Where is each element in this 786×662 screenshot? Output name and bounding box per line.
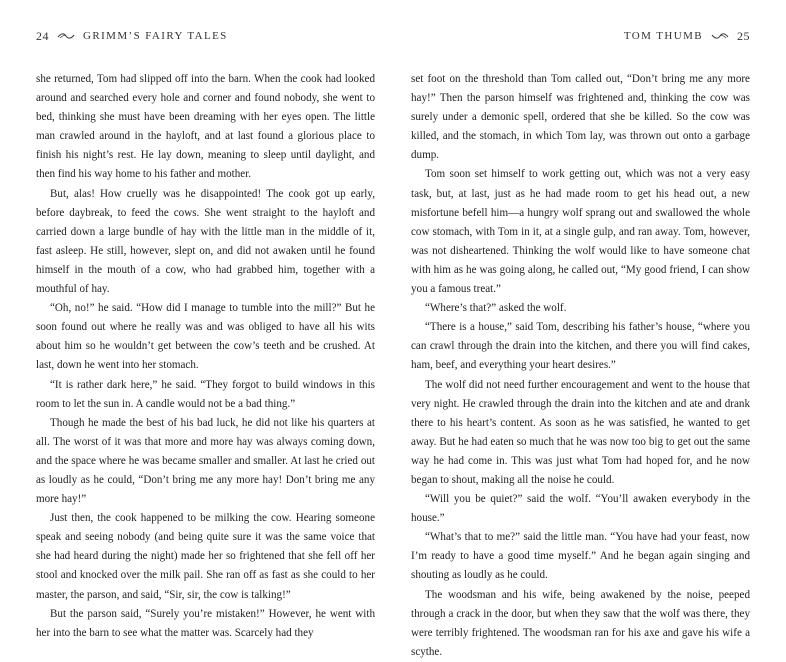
paragraph: Just then, the cook happened to be milking the cow. Hearing someone speak and seeing nobody (and being quite sure it was the same voice that she had heard during the night) made her so frightened that she fell off her stool and knocked over the milk pail. She ran off as fast as she could to her master, the parson, and said, “Sir, sir, the cow is talking!” [36,512,375,601]
paragraph: But, alas! How cruelly was he disappointed! The cook got up early, before daybreak, to feed the cows. She went straight to the hayloft and carried down a large bundle of hay with the little man in the middle of it, fast asleep. He still, however, slept on, and did not awaken until he found himself in the mouth of a cow, who had grabbed him, together with a mouthful of hay. [36,187,375,296]
paragraph: “Where’s that?” asked the wolf. [425,302,567,315]
paragraph: But the parson said, “Surely you’re mistaken!” However, he went with her into the barn to see what the matter was. Scarcely had they [36,607,375,639]
paragraph: “What’s that to me?” said the little man. “You have had your feast, now I’m ready to have a good time myself.” And he began again singing and shouting as loudly as he could. [411,531,750,582]
left-page [0,0,393,639]
right-page-number: 25 [737,28,750,43]
paragraph: she returned, Tom had slipped off into the barn. When the cook had looked around and searched every hole and corner and found nobody, she went to bed, thinking she must have been dreaming with her eyes open. The little man crawled around in the hayloft, and at last found a glorious place to finish his night’s rest. He lay down, meaning to sleep until daylight, and then find his way home to his father and mother. [36,73,375,181]
right-page-body [411,70,750,662]
swash-ornament-icon [711,32,729,40]
left-running-title: GRIMM’S FAIRY TALES [83,30,228,42]
paragraph: “There is a house,” said Tom, describing his father’s house, “where you can crawl through the drain into the kitchen, and there you will find cakes, ham, beef, and everything your heart desires.” [411,321,750,372]
paragraph: Though he made the best of his bad luck, he did not like his quarters at all. The worst of it was that more and more hay was always coming down, and the space where he was became smaller and smaller. At last he cried out as loudly as he could, “Don’t bring me any more hay! Don’t bring me any more hay!” [36,416,375,506]
paragraph: The woodsman and his wife, being awakened by the noise, peeped through a crack in the door, but when they saw that the wolf was there, they were terribly frightened. The woodsman ran for his axe and gave his wife a scythe. [411,588,750,658]
paragraph: Tom soon set himself to work getting out, which was not a very easy task, but, at last, just as he had made room to get his head out, a new misfortune befell him—a hungry wolf sprang out and swallowed the whole cow stomach, with Tom in it, at a single gulp, and ran away. Tom, however, was not disheartened. Thinking the wolf would like to have someone chat with him as he was going along, he called out, “My good friend, I can show you a famous treat.” [411,168,750,296]
right-running-title: TOM THUMB [623,30,703,42]
paragraph: The wolf did not need further encouragement and went to the house that very night. He crawled through the drain into the kitchen and ate and drank there to his heart’s content. As soon as he was satisfied, he wanted to get away. But he had eaten so much that he was now too big to get out the same way he had come in. This was just what Tom had hoped for, and he now began to shout, making all the noise he could. [411,378,750,486]
paragraph: set foot on the threshold than Tom called out, “Don’t bring me any more hay!” Then the parson himself was frightened and, thinking the cow was surely under a demonic spell, ordered that she be killed. So the cow was killed, and the stomach, in which Tom lay, was thrown out onto a garbage dump. [411,73,750,162]
paragraph: “Oh, no!” he said. “How did I manage to tumble into the mill?” But he soon found out where he really was and was obliged to have all his wits about him so he wouldn’t get between the cow’s teeth and be crushed. At last, down he went into her stomach. [36,302,375,372]
left-page-number: 24 [36,28,49,43]
paragraph: “It is rather dark here,” he said. “They forgot to build windows in this room to let the sun in. A candle would not be a bad thing.” [36,378,375,410]
swash-ornament-icon [57,32,75,40]
paragraph: “Will you be quiet?” said the wolf. “You’ll awaken everybody in the house.” [411,493,750,525]
right-running-head [411,28,750,44]
left-running-head [36,28,375,44]
right-page [393,0,786,658]
left-page-body [36,70,375,643]
